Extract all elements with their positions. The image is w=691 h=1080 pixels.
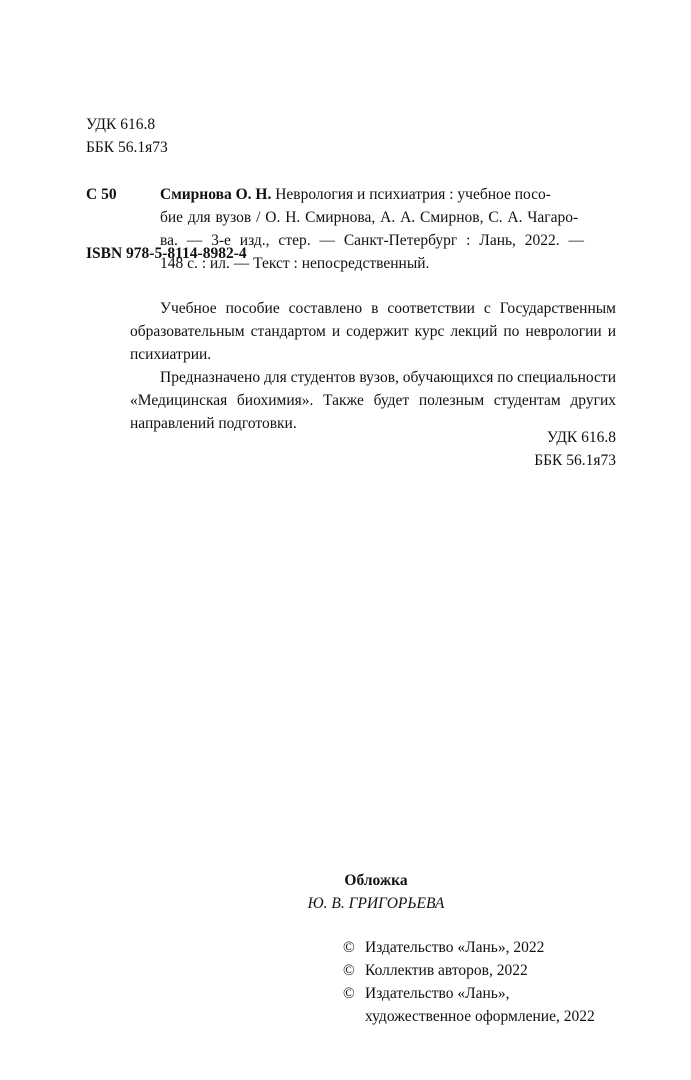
udk-code: УДК 616.8 [546, 429, 616, 446]
isbn: ISBN 978-5-8114-8982-4 [86, 245, 247, 262]
annotation-paragraph-1: Учебное пособие составлено в соответствии с Государственным образовательным стандартом и содержит курс лекций по неврологии и психиатрии. [130, 300, 616, 363]
cover-label: Обложка [344, 872, 408, 889]
author-heading: Смирнова О. Н. [160, 186, 272, 203]
copyright-line [343, 936, 595, 959]
biblio-line-3: ва. — 3-е изд., стер. — Санкт-Петербург : Лань, 2022. — [160, 232, 585, 249]
annotation-paragraph-2: Предназначено для студентов вузов, обучающихся по специальности «Медицинская биохимия». Также будет полезным студентам других направлений подготовки. [130, 369, 616, 432]
copyright-line [343, 959, 595, 982]
copyright-text: Издательство «Лань», [365, 985, 510, 1002]
copyright-text: Издательство «Лань», 2022 [365, 939, 545, 956]
udk-code: УДК 616.8 [86, 116, 156, 133]
copyright-symbol: © [343, 962, 355, 979]
biblio-title-text: Неврология и психиатрия : учебное посо- [275, 186, 551, 203]
copyright-text: Коллектив авторов, 2022 [365, 962, 528, 979]
bbk-code: ББК 56.1я73 [534, 452, 616, 469]
copyright-block [343, 936, 595, 1028]
bbk-code: ББК 56.1я73 [86, 139, 168, 156]
cover-designer: Ю. В. ГРИГОРЬЕВА [307, 895, 445, 912]
copyright-symbol: © [343, 985, 355, 1002]
copyright-continuation: художественное оформление, 2022 [365, 1008, 595, 1025]
classification-codes-top [86, 113, 168, 159]
biblio-line-2: бие для вузов / О. Н. Смирнова, А. А. Смирнов, С. А. Чагаро- [160, 209, 579, 226]
author-mark: С 50 [86, 186, 117, 203]
biblio-line-4: 148 с. : ил. — Текст : непосредственный. [160, 255, 430, 272]
biblio-line-1 [160, 183, 616, 206]
annotation [130, 297, 616, 435]
copyright-line [343, 982, 595, 1005]
classification-codes-bottom [534, 426, 616, 472]
copyright-symbol: © [343, 939, 355, 956]
cover-credit [296, 869, 456, 915]
